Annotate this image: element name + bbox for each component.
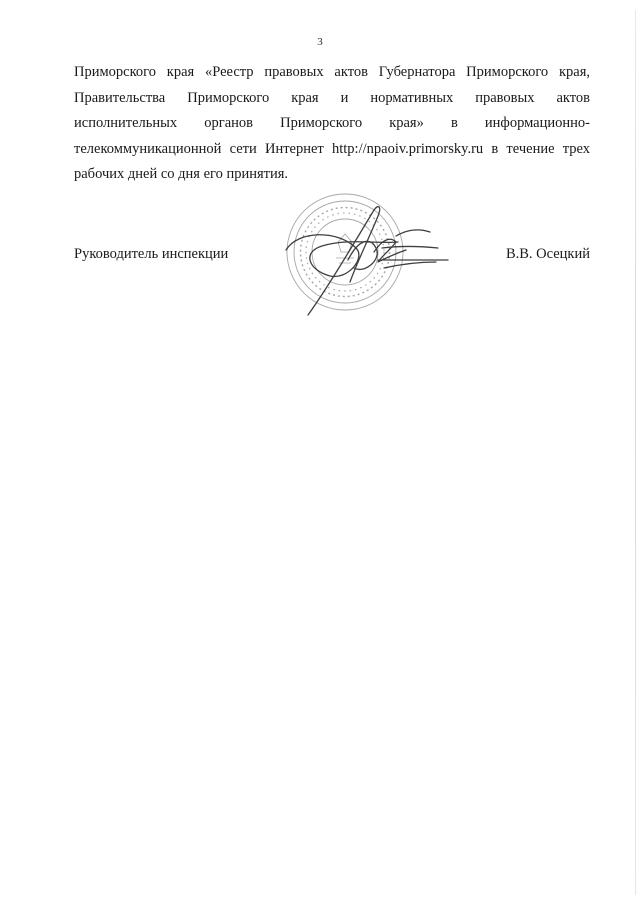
signatory-position: Руководитель инспекции [74,246,229,262]
paragraph-line-3: исполнительных органов Приморского края» в информационно- [74,115,590,131]
paragraph-line-5: рабочих дней со дня его принятия. [74,166,289,182]
page-number: 3 [317,36,323,48]
scan-edge-line [635,10,636,895]
paragraph-line-1: Приморского края «Реестр правовых актов Губернатора Приморского края, [74,64,590,80]
paragraph [74,60,590,188]
signatory-name: В.В. Осецкий [505,246,590,262]
paragraph-line-4: телекоммуникационной сети Интернет http://npaoiv.primorsky.ru в течение трех [74,140,590,157]
paragraph-line-2: Правительства Приморского края и нормативных правовых актов [74,89,590,106]
official-seal-icon [278,190,458,325]
